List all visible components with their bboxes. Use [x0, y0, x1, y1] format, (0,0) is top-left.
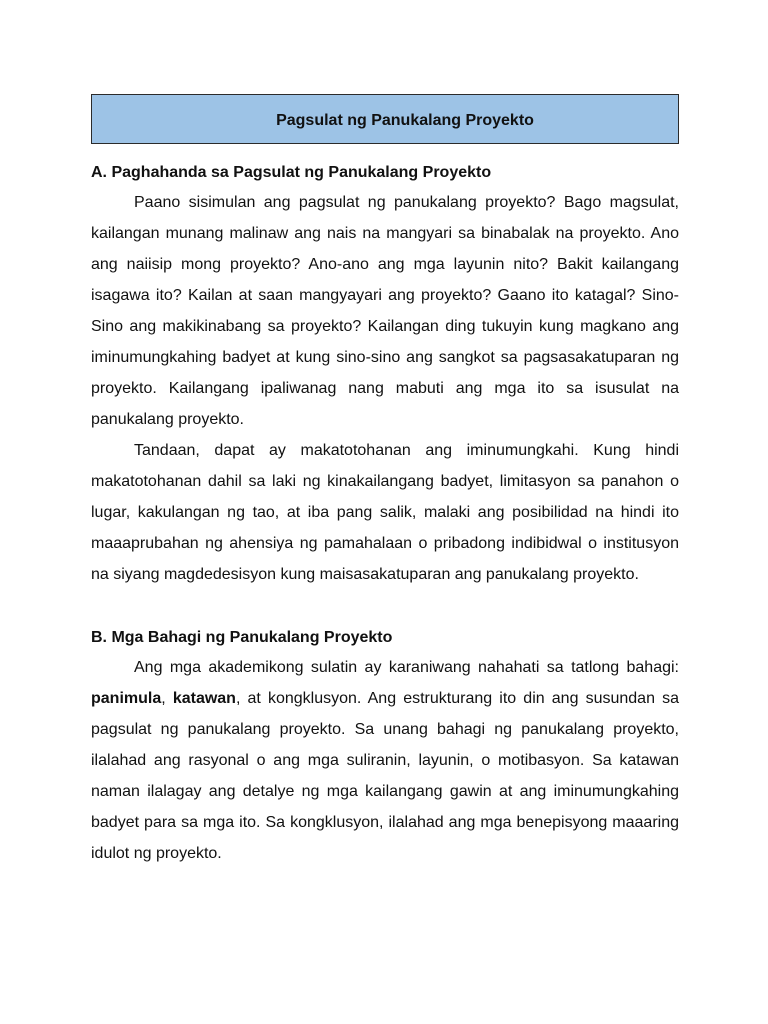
section-b-text-2: , at kongklusyon. Ang estrukturang ito din ang susundan sa pagsulat ng panukalang proyekto. Sa unang bahagi ng panukalang proyekto, ilalahad ang rasyonal o ang mga suliranin, layunin, o motibasyon. Sa katawan naman ilalagay ang detalye ng mga kailangang gawin at ang iminumungkahing badyet para sa mga ito. Sa kongklusyon, ilalahad ang mga benepisyong maaaring idulot ng proyekto.: [91, 690, 680, 862]
section-b-paragraph: [91, 652, 679, 869]
section-a-paragraph-1: Paano sisimulan ang pagsulat ng panukalang proyekto? Bago magsulat, kailangan munang malinaw ang nais na mangyari sa binabalak na proyekto. Ano ang naiisip mong proyekto? Ano-ano ang mga layunin nito? Bakit kailangang isagawa ito? Kailan at saan mangyayari ang proyekto? Gaano ito katagal? Sino-Sino ang makikinabang sa proyekto? Kailangan ding tukuyin kung magkano ang iminumungkahing badyet at kung sino-sino ang sangkot sa pagsasakatuparan ng proyekto. Kailangang ipaliwanag nang mabuti ang mga ito sa isusulat na panukalang proyekto.: [91, 194, 679, 428]
bold-term-katawan: katawan: [172, 690, 236, 707]
section-b-text-1: Ang mga akademikong sulatin ay karaniwang nahahati sa tatlong bahagi:: [134, 659, 679, 676]
document-page: [91, 94, 679, 869]
section-b-heading: B. Mga Bahagi ng Panukalang Proyekto: [91, 629, 393, 646]
document-title: Pagsulat ng Panukalang Proyekto: [276, 112, 534, 129]
bold-term-panimula: panimula: [91, 690, 162, 707]
section-b-separator: ,: [161, 690, 173, 707]
section-a-heading: A. Paghahanda sa Pagsulat ng Panukalang Proyekto: [91, 164, 492, 181]
section-a-paragraph-2: Tandaan, dapat ay makatotohanan ang iminumungkahi. Kung hindi makatotohanan dahil sa laki ng kinakailangang badyet, limitasyon sa panahon o lugar, kakulangan ng tao, at iba pang salik, malaki ang posibilidad na hindi ito maaaprubahan ng ahensiya ng pamahalaan o pribadong indibidwal o institusyon na siyang magdedesisyon kung maisasakatuparan ang panukalang proyekto.: [91, 442, 679, 583]
title-banner: [91, 94, 679, 144]
